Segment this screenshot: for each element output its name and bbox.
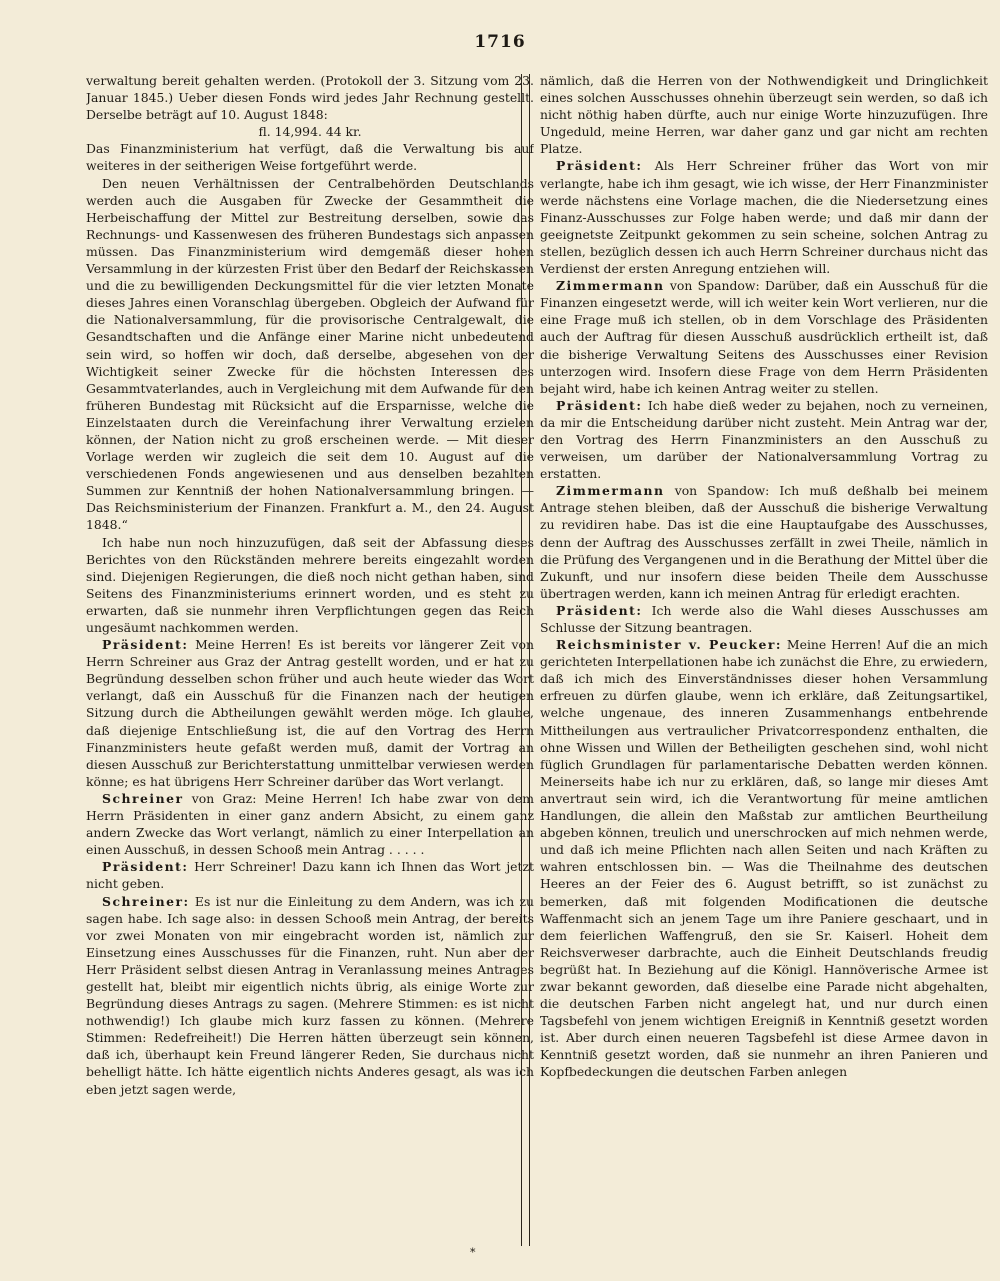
page-number: 1716	[474, 32, 526, 52]
column-divider	[521, 74, 530, 1246]
speech-text: Ich werde also die Wahl dieses Ausschusses am Schlusse der Sitzung beantragen.	[540, 602, 988, 635]
speech-paragraph	[86, 858, 534, 892]
speech-text: Als Herr Schreiner früher das Wort von mir verlangte, habe ich ihm gesagt, wie ich wisse, der Herr Finanzminister werde nächstens eine Vorlage machen, die die Niedersetzung eines Finanz-Ausschusses zur Folge haben werde; und daß mir dann der geeignetste Zeitpunkt gekommen zu sein scheine, solchen Antrag zu stellen, bezüglich dessen ich auch Herrn Schreiner durchaus nicht das Verdienst der ersten Anregung entziehen will.	[540, 158, 988, 277]
speech-paragraph	[540, 602, 988, 636]
left-column	[86, 72, 534, 1252]
speech-text: Meine Herren! Es ist bereits vor längerer Zeit von Herrn Schreiner aus Graz der Antrag gestellt worden, und er hat zu Begründung desselben schon früher und auch heute wieder das Wort verlangt, daß ein Ausschuß für die Finanzen nach der heutigen Sitzung durch die Abtheilungen gewählt werden möge. Ich glaube, daß diejenige Entschließung ist, die auf den Vortrag des Herrn Finanzministers heute gefaßt werden muß, damit der Vortrag an diesen Ausschuß zur Berichterstattung unmittelbar verwiesen werden könne; es hat übrigens Herr Schreiner darüber das Wort verlangt.	[86, 637, 534, 789]
speaker-name: Präsident:	[556, 397, 643, 413]
speech-paragraph	[86, 790, 534, 858]
speech-paragraph	[86, 636, 534, 790]
speech-text: von Graz: Meine Herren! Ich habe zwar von dem Herrn Präsidenten in einer ganz andern Absicht, zu einem ganz andern Zwecke das Wort verlangt, nämlich zu einer Interpellation an einen Ausschuß, in dessen Schooß mein Antrag . . . . .	[86, 790, 534, 858]
paragraph: verwaltung bereit gehalten werden. (Protokoll der 3. Sitzung vom 23. Januar 1845.) Ueber diesen Fonds wird jedes Jahr Rechnung gestellt. Derselbe beträgt auf 10. August 1848:	[86, 73, 534, 123]
speech-paragraph	[540, 397, 988, 482]
speaker-name: Reichsminister v. Peucker:	[556, 637, 782, 653]
speech-paragraph	[540, 636, 988, 1080]
paragraph: Ich habe nun noch hinzuzufügen, daß seit der Abfassung dieses Berichtes von den Rückständen mehrere bereits eingezahlt worden sind. Diejenigen Regierungen, die dieß noch nicht gethan haben, sind Seitens des Finanzministeriums erinnert worden, und es steht zu erwarten, daß sie nunmehr ihren Verpflichtungen gegen das Reich ungesäumt nachkommen werden.	[86, 534, 534, 635]
paragraph: nämlich, daß die Herren von der Nothwendigkeit und Dringlichkeit eines solchen Ausschusses ohnehin überzeugt sein werden, so daß ich nicht nöthig haben dürfte, auch nur einige Worte hinzuzufügen. Ihre Ungeduld, meine Herren, war daher ganz und gar nicht am rechten Platze.	[540, 73, 988, 157]
paragraph: Das Finanzministerium hat verfügt, daß die Verwaltung bis auf weiteres in der seitherigen Weise fortgeführt werde.	[86, 141, 534, 174]
speech-text: Ich habe dieß weder zu bejahen, noch zu verneinen, da mir die Entscheidung darüber nicht zusteht. Mein Antrag war der, den Vortrag des Herrn Finanzministers an den Ausschuß zu verweisen, um darüber der Nationalversammlung Vortrag zu erstatten.	[540, 397, 988, 482]
speech-paragraph	[540, 482, 988, 602]
paragraph: Den neuen Verhältnissen der Centralbehörden Deutschlands werden auch die Ausgaben für Zwecke der Gesammtheit die Herbeischaffung der Mittel zur Bestreitung derselben, sowie das Rechnungs- und Kassenwesen des früheren Bundestags sich anpassen müssen. Das Finanzministerium wird demgemäß dieser hohen Versammlung in der kürzesten Frist über den Bedarf der Reichskassen und die zu bewilligenden Deckungsmittel für die vier letzten Monate dieses Jahres einen Voranschlag übergeben. Obgleich der Aufwand für die Nationalversammlung, für die provisorische Centralgewalt, die Gesandtschaften und die Anfänge einer Marine nicht unbedeutend sein wird, so hoffen wir doch, daß derselbe, abgesehen von der Wichtigkeit seiner Zwecke für die höchsten Interessen des Gesammtvaterlandes, auch in Vergleichung mit dem Aufwande für den früheren Bundestag mit Rücksicht auf die Ersparnisse, welche die Einzelstaaten durch die Vereinfachung ihrer Verwaltung erzielen können, der Nation nicht zu groß erscheinen werde. — Mit dieser Vorlage werden wir zugleich die seit dem 10. August auf die verschiedenen Fonds angewiesenen und aus denselben bezahlten Summen zur Kenntniß der hohen Nationalversammlung bringen. — Das Reichsministerium der Finanzen. Frankfurt a. M., den 24. August 1848.“	[86, 175, 534, 533]
speaker-name: Präsident:	[102, 859, 189, 875]
right-column	[540, 72, 988, 1252]
speaker-name: Präsident:	[556, 158, 643, 174]
speaker-name: Zimmermann	[556, 483, 665, 499]
speech-text: Herr Schreiner! Dazu kann ich Ihnen das Wort jetzt nicht geben.	[86, 859, 534, 892]
speaker-name: Präsident:	[102, 637, 189, 653]
signature-mark: *	[470, 1246, 476, 1259]
speaker-name: Schreiner:	[102, 893, 190, 909]
speech-text: Meine Herren! Auf die an mich gerichteten Interpellationen habe ich zunächst die Ehre, zu erwiedern, daß ich mich des Einverständnisses dieser hohen Versammlung erfreuen zu dürfen glaube, wenn ich erkläre, daß Zeitungsartikel, welche ungenaue, des inneren Zusammenhangs entbehrende Mittheilungen aus vertraulicher Privatcorrespondenz enthalten, die ohne Wissen und Willen der Betheiligten geschehen sind, wohl nicht füglich Grundlagen für parlamentarische Debatten werden können. Meinerseits habe ich nur zu erklären, daß, so lange mir dieses Amt anvertraut sein wird, ich die Verantwortung für meine amtlichen Handlungen, die allein den Maßstab zur amtlichen Beurtheilung abgeben können, treulich und unerschrocken auf mich nehmen werde, und daß ich meine Pflichten nach allen Seiten und nach Kräften zu wahren entschlossen bin. — Was die Theilnahme des deutschen Heeres an der Feier des 6. August betrifft, so ist zunächst zu bemerken, daß mit folgenden Modificationen die deutsche Waffenmacht sich an jenem Tage um ihre Paniere geschaart, und in dem feierlichen Waffengruß, den sie Sr. Kaiserl. Hoheit dem Reichsverweser darbrachte, auch die Einheit Deutschlands freudig begrüßt hat. In Beziehung auf die Königl. Hannöverische Armee ist zwar bekannt geworden, daß dieselbe eine Parade nicht abgehalten, die deutschen Farben nicht angelegt hat, und nur durch einen Tagsbefehl von jenem wichtigen Ereigniß in Kenntniß gesetzt worden ist. Aber durch einen neueren Tagsbefehl ist diese Armee davon in Kenntniß gesetzt worden, daß sie nunmehr an ihren Panieren und Kopfbedeckungen die deutschen Farben anlegen	[540, 637, 988, 1080]
speech-paragraph	[86, 893, 534, 1098]
speech-paragraph	[540, 277, 988, 397]
speech-text: Es ist nur die Einleitung zu dem Andern, was ich zu sagen habe. Ich sage also: in dessen Schooß mein Antrag, der bereits vor zwei Monaten von mir eingebracht worden ist, nämlich zur Einsetzung eines Ausschusses für die Finanzen, ruht. Nun aber der Herr Präsident selbst diesen Antrag in Veranlassung meines Antrages gestellt hat, bleibt mir eigentlich nichts übrig, als einige Worte zur Begründung dieses Antrags zu sagen. (Mehrere Stimmen: es ist nicht nothwendig!) Ich glaube mich kurz fassen zu können. (Mehrere Stimmen: Redefreiheit!) Die Herren hätten überzeugt sein können, daß ich, überhaupt kein Freund längerer Reden, Sie durchaus nicht behelligt hätte. Ich hätte eigentlich nichts Anderes gesagt, als was ich eben jetzt sagen werde,	[86, 893, 534, 1097]
speaker-name: Zimmermann	[556, 278, 665, 294]
speech-text: von Spandow: Darüber, daß ein Ausschuß für die Finanzen eingesetzt werde, will ich weiter kein Wort verlieren, nur die eine Frage muß ich stellen, ob in dem Vorschlage des Präsidenten auch der Auftrag für diesen Ausschuß ausdrücklich ertheilt ist, daß die bisherige Verwaltung Seitens des Ausschusses einer Revision unterzogen wird. Insofern diese Frage von dem Herrn Präsidenten bejaht wird, habe ich keinen Antrag weiter zu stellen.	[540, 278, 988, 396]
speech-text: von Spandow: Ich muß deßhalb bei meinem Antrage stehen bleiben, daß der Ausschuß die bisherige Verwaltung zu revidiren habe. Das ist die eine Hauptaufgabe des Ausschusses, denn der Auftrag des Ausschusses zerfällt in zwei Theile, nämlich in die Prüfung des Vergangenen und in die Berathung der Mittel über die Zukunft, und nur insofern diese beiden Theile dem Ausschusse übertragen werden, kann ich meinen Antrag für erledigt erachten.	[540, 483, 988, 601]
speaker-name: Präsident:	[556, 602, 643, 618]
speaker-name: Schreiner	[102, 790, 184, 806]
amount-line: fl. 14,994. 44 kr.	[258, 124, 362, 140]
speech-paragraph	[540, 157, 988, 277]
